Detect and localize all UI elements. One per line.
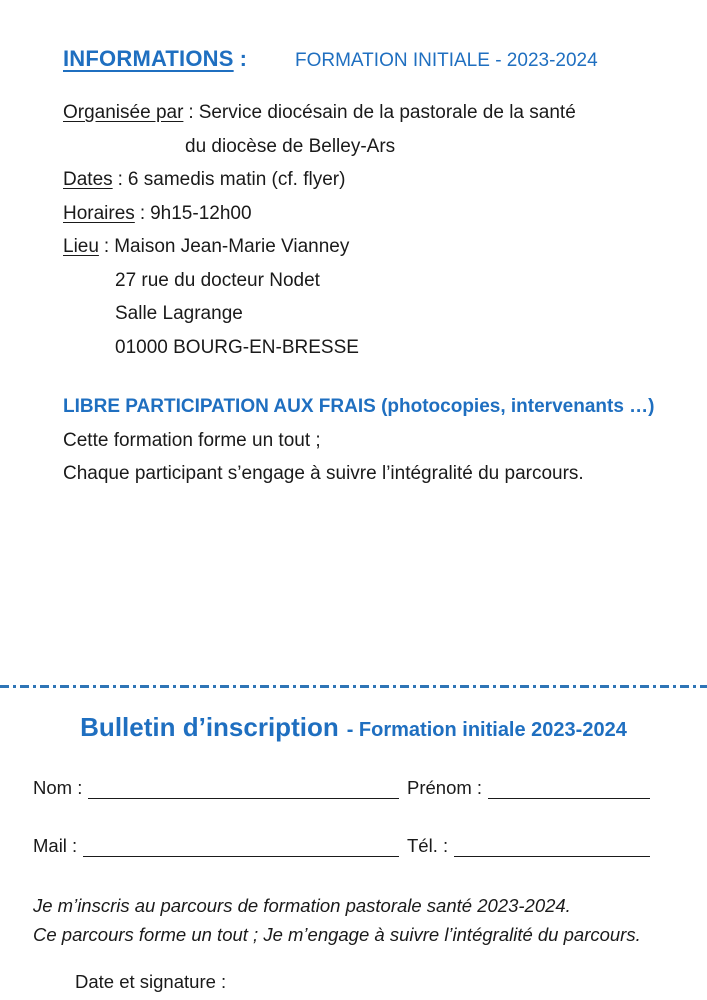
lieu-address-line2: Salle Lagrange [115,303,243,324]
libre-participation-heading: LIBRE PARTICIPATION AUX FRAIS (photocopies, intervenants …) [63,396,655,417]
nom-prenom-row [33,777,650,799]
engagement-block [33,891,650,949]
mail-tel-row [33,835,650,857]
engagement-line1: Je m’inscris au parcours de formation pastorale santé 2023-2024. [33,895,571,916]
organisee-par-line: Organisée par : Service diocésain de la pastorale de la santé [63,102,576,123]
organisee-par-value: Service diocésain de la pastorale de la santé [198,102,576,123]
tel-field [407,835,650,857]
lieu-address-line1: 27 rue du docteur Nodet [115,269,320,291]
tel-blank-line [454,835,650,857]
organisee-par-label: Organisée par [63,102,184,123]
bulletin-title-main: Bulletin d’inscription [80,712,339,742]
nom-field [33,777,399,799]
bulletin-form [33,777,650,993]
cut-line-divider [0,685,707,688]
lieu-address-line3: 01000 BOURG-EN-BRESSE [115,336,359,358]
mail-field [33,835,399,857]
prenom-blank-line [488,777,650,799]
organisee-par-line2: du diocèse de Belley-Ars [185,135,396,157]
horaires-line: Horaires : 9h15-12h00 [63,202,252,224]
page-title [63,46,667,72]
formation-subtitle: FORMATION INITIALE - 2023-2024 [294,50,598,71]
lieu-value: Maison Jean-Marie Vianney [114,236,350,257]
bulletin-title [0,712,707,743]
mail-label: Mail : [33,835,78,856]
nom-label: Nom : [33,777,83,798]
nom-blank-line [88,777,399,799]
bulletin-title-sub: - Formation initiale 2023-2024 [346,719,627,741]
lieu-label: Lieu [63,236,99,257]
horaires-value: 9h15-12h00 [150,202,252,224]
prenom-field [407,777,650,799]
informations-heading-colon: : [239,46,247,71]
bulletin-section [0,712,707,993]
info-section [0,0,707,491]
participation-block [63,390,667,491]
prenom-label: Prénom : [407,777,483,798]
dates-line: Dates : 6 samedis matin (cf. flyer) [63,169,346,190]
lieu-line: Lieu : Maison Jean-Marie Vianney [63,236,350,257]
dates-label: Dates [63,169,113,190]
participation-line1: Cette formation forme un tout ; [63,429,321,451]
dates-value: 6 samedis matin (cf. flyer) [127,169,346,190]
participation-line2: Chaque participant s’engage à suivre l’intégralité du parcours. [63,463,584,484]
date-signature-label: Date et signature : [75,971,227,992]
informations-heading: INFORMATIONS [63,46,234,71]
mail-blank-line [83,835,399,857]
engagement-line2: Ce parcours forme un tout ; Je m’engage à suivre l’intégralité du parcours. [33,924,641,945]
horaires-label: Horaires [63,202,135,224]
tel-label: Tél. : [407,835,449,856]
